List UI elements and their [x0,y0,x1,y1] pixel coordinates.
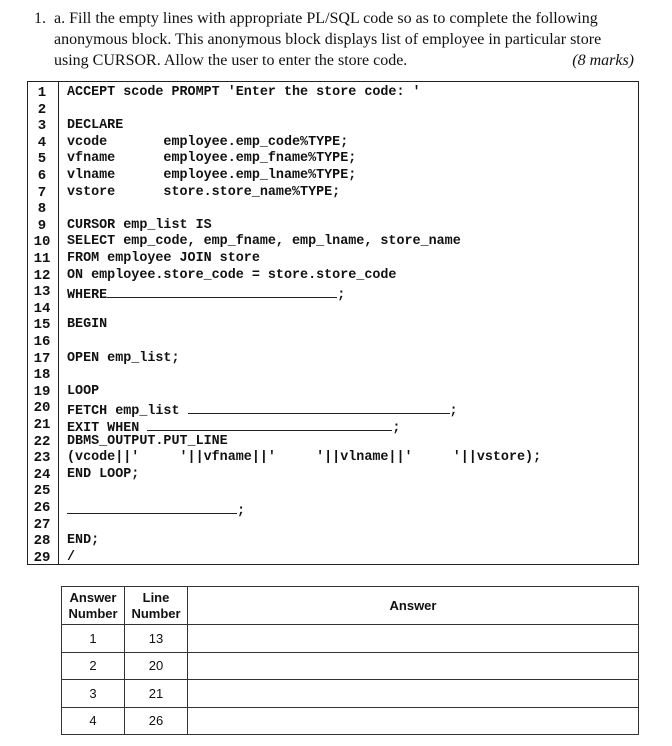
answer-number-cell: 1 [62,625,125,653]
code-listing [27,81,639,565]
semicolon: ; [449,404,458,420]
answer-table [61,586,639,735]
code-content: FETCH emp_list [67,404,188,420]
code-text [67,351,180,368]
code-line [28,367,638,384]
line-number: 18 [33,367,51,384]
question-line-3: using CURSOR. Allow the user to enter the store code. [54,52,408,69]
semicolon: ; [392,421,401,436]
header-answer-number: Answer Number [62,587,125,625]
question-text [34,8,640,71]
code-line [28,434,638,451]
line-number: 21 [33,417,51,433]
code-line [28,201,638,218]
header-answer: Answer [188,587,639,625]
line-number: 19 [33,383,51,400]
code-line [28,517,638,534]
code-line [28,168,638,185]
semicolon: ; [237,504,246,519]
marks-label: (8 marks) [572,52,634,69]
line-number: 16 [33,334,51,350]
code-content: EXIT WHEN [67,421,148,436]
line-number-cell: 13 [125,625,188,653]
code-line [28,334,638,351]
code-text [67,384,99,401]
code-content: vfname employee.emp_fname%TYPE; [67,151,357,167]
fill-in-blank[interactable] [188,400,450,414]
code-line [28,102,638,119]
code-line [28,417,638,434]
code-line [28,301,638,318]
line-number: 14 [33,300,51,317]
line-number: 20 [33,400,51,417]
line-number: 4 [37,134,47,151]
code-content: END LOOP; [67,466,140,482]
line-number: 10 [33,234,51,251]
table-row [62,625,639,653]
code-text [67,434,228,451]
fill-in-blank[interactable] [107,284,337,298]
code-content: / [67,549,76,565]
code-line [28,268,638,285]
code-text [67,185,340,202]
semicolon: ; [337,288,346,304]
line-number: 9 [37,217,47,234]
line-number: 5 [37,151,47,168]
code-text [67,550,75,567]
code-content: vcode employee.emp_code%TYPE; [67,134,349,150]
line-number: 17 [33,350,51,367]
code-line [28,85,638,102]
code-line [28,384,638,401]
line-number: 2 [37,101,47,118]
line-number: 28 [33,533,51,550]
code-line [28,284,638,304]
code-text [67,268,396,285]
code-text [67,533,99,550]
code-content: DECLARE [67,118,124,134]
code-text [67,151,356,168]
line-number: 11 [33,251,51,267]
code-line [28,251,638,268]
code-content: ACCEPT scode PROMPT 'Enter the store code: ' [67,85,421,100]
line-number: 23 [33,450,51,467]
line-number-cell: 21 [125,680,188,708]
code-text [67,317,107,334]
line-number: 7 [37,184,47,201]
code-line [28,234,638,251]
answer-number-cell: 3 [62,680,125,708]
question-number: 1. [34,10,46,27]
line-number: 26 [33,500,51,516]
code-text [67,234,461,251]
question-line-2: anonymous block. This anonymous block displays list of employee in particular store [54,31,602,48]
code-line [28,450,638,467]
code-line [28,351,638,368]
code-text [67,168,356,185]
code-line [28,483,638,500]
line-number: 6 [37,168,47,184]
line-number: 3 [37,118,47,135]
code-text [67,467,139,484]
code-line [28,218,638,235]
question-line-1: a. Fill the empty lines with appropriate PL/SQL code so as to complete the following [54,10,598,27]
code-content: BEGIN [67,317,108,333]
fill-in-blank[interactable] [147,417,392,431]
code-text [67,85,421,102]
table-row [62,680,639,708]
code-text [67,450,541,467]
code-line [28,550,638,567]
answer-cell[interactable] [188,680,639,708]
answer-cell[interactable] [188,707,639,735]
line-number-cell: 20 [125,652,188,680]
code-line [28,185,638,202]
table-row [62,652,639,680]
line-number: 24 [33,466,51,483]
line-number: 27 [33,516,51,533]
answer-cell[interactable] [188,652,639,680]
code-content: FROM employee JOIN store [67,251,260,266]
code-line [28,500,638,517]
line-number-cell: 26 [125,707,188,735]
code-content: vstore store.store_name%TYPE; [67,184,341,200]
code-line [28,400,638,420]
answer-number-cell: 4 [62,707,125,735]
code-content: SELECT emp_code, emp_fname, emp_lname, store_name [67,234,461,250]
code-text [67,251,260,268]
code-content: (vcode||' '||vfname||' '||vlname||' '||vstore); [67,450,542,466]
code-text [67,135,348,152]
code-line [28,533,638,550]
code-line [28,151,638,168]
line-number: 12 [33,267,51,284]
line-number: 13 [33,284,51,301]
line-number: 25 [33,483,51,500]
answer-table-header [62,587,639,625]
header-line-number: Line Number [125,587,188,625]
code-line [28,317,638,334]
code-content: END; [67,533,100,549]
answer-cell[interactable] [188,625,639,653]
line-number: 22 [33,433,51,450]
line-number: 15 [33,317,51,334]
line-number: 29 [33,549,51,566]
line-number: 1 [37,85,47,101]
code-text [67,118,123,135]
code-content: OPEN emp_list; [67,350,180,366]
fill-in-blank[interactable] [67,500,237,514]
code-content: LOOP [67,383,100,399]
code-content: DBMS_OUTPUT.PUT_LINE [67,433,228,449]
code-content: vlname employee.emp_lname%TYPE; [67,168,357,183]
table-row [62,707,639,735]
code-content: WHERE [67,288,108,304]
line-number: 8 [37,201,47,218]
code-content: ON employee.store_code = store.store_code [67,267,397,283]
code-content: CURSOR emp_list IS [67,217,212,233]
code-line [28,467,638,484]
answer-number-cell: 2 [62,652,125,680]
code-text [67,218,212,235]
code-line [28,118,638,135]
code-line [28,135,638,152]
